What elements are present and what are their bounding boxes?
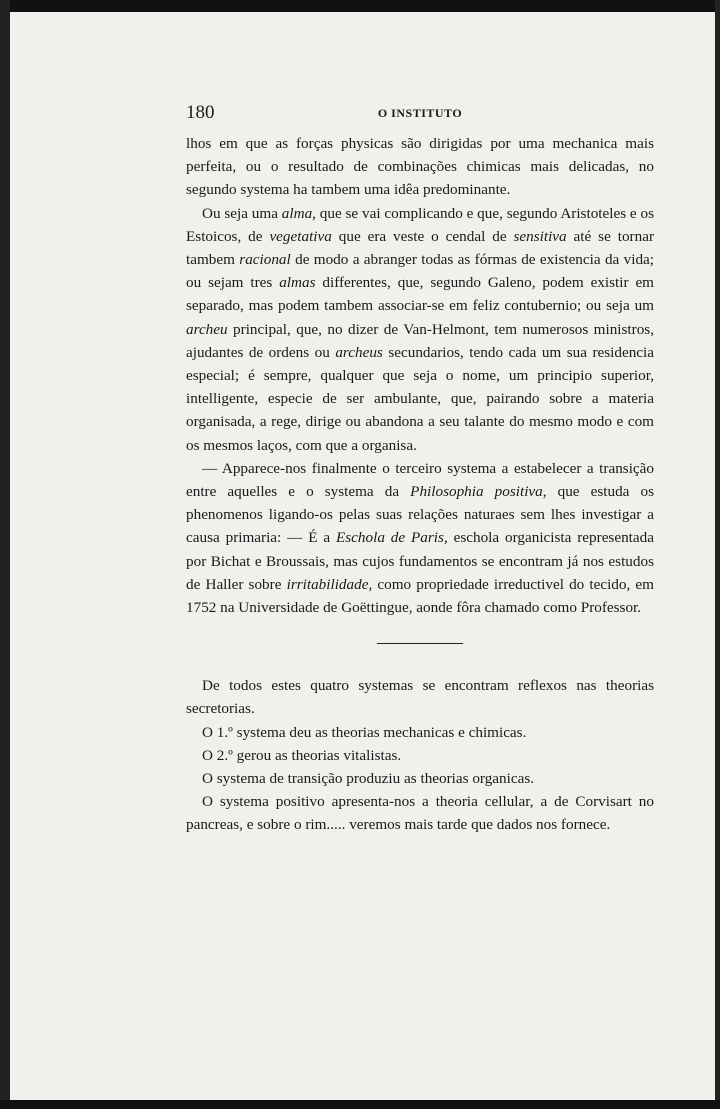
paragraph: O systema positivo apresenta-nos a theoria cellular, a de Corvisart no pancreas, e sobre o rim..... veremos mais tarde que dados nos fornece. — [186, 793, 654, 834]
italic-text-run: alma, — [281, 204, 316, 222]
running-title: O INSTITUTO — [377, 106, 463, 120]
text-run: que estuda os phenomenos ligando-os pelas suas relações naturaes sem lhes investigar a causa primaria: — É a — [186, 483, 655, 547]
text-run: Ou seja uma — [202, 204, 282, 222]
italic-text-run: vegetativa — [269, 227, 332, 245]
paragraph — [186, 457, 654, 619]
paragraph — [186, 132, 654, 202]
scan-border-top — [0, 0, 720, 12]
scan-border-left — [0, 0, 10, 1109]
text-run: secundarios, tendo cada um sua residencia especial; é sempre, qualquer que seja o nome, um principio superior, intelligente, especie de ser ambulante, que, pairando sobre a materia organisada, a rege, dirige ou abandona a seu talante do mesmo modo e com os mesmos laços, com que a organisa. — [186, 343, 655, 454]
text-run: que era veste o cendal de — [331, 227, 514, 245]
text-run: lhos em que as forças physicas são dirigidas por uma mechanica mais perfeita, ou o resultado de combinações chimicas mais delicadas, no segundo systema ha tambem uma idêa predominante. — [186, 135, 654, 199]
paragraph: O systema de transição produziu as theorias organicas. — [202, 770, 535, 788]
italic-text-run: Eschola de Paris, — [335, 529, 448, 547]
text-run: de modo a abranger todas as fórmas de existencia da vida; ou sejam tres — [186, 251, 655, 292]
text-run: differentes, que, segundo Galeno, podem existir em separado, mas podem tambem associar-se em feliz contubernio; ou seja um — [186, 274, 654, 315]
book-page — [186, 100, 654, 837]
page-number: 180 — [186, 102, 215, 123]
paragraph — [186, 202, 654, 457]
scan-border-bottom — [0, 1100, 720, 1109]
italic-text-run: sensitiva — [513, 227, 567, 245]
page-header — [186, 100, 654, 132]
paragraph: De todos estes quatro systemas se encontram reflexos nas theorias secretorias. — [186, 677, 654, 718]
main-text — [186, 132, 654, 837]
closing-section — [186, 674, 654, 836]
italic-text-run: almas — [279, 274, 316, 292]
text-run: que se vai complicando e que, segundo Aristoteles e os Estoicos, de — [186, 204, 654, 245]
italic-text-run: racional — [239, 251, 291, 269]
paragraph: O 2.º gerou as theorias vitalistas. — [202, 746, 402, 764]
section-divider — [377, 643, 463, 644]
italic-text-run: archeu — [186, 320, 228, 338]
italic-text-run: Philosophia positiva, — [410, 483, 547, 501]
text-run: — Apparece-nos finalmente o terceiro systema a estabelecer a transição entre aquelles e o systema da — [186, 459, 654, 501]
paragraph: O 1.º systema deu as theorias mechanicas e chimicas. — [202, 723, 527, 741]
text-run: principal, que, no dizer de Van-Helmont, tem numerosos ministros, ajudantes de ordens ou — [186, 320, 654, 361]
text-run: como propriedade irreductivel do tecido, em 1752 na Universidade de Goëttingue, aonde fôra chamado como Professor. — [186, 575, 654, 617]
italic-text-run: irritabilidade, — [286, 575, 373, 593]
scan-border-right — [715, 0, 720, 1109]
text-run: eschola organicista representada por Bichat e Broussais, mas cujos fundamentos se encontram já nos estudos de Haller sobre — [186, 529, 654, 593]
italic-text-run: archeus — [335, 343, 383, 361]
text-run: até se tornar tambem — [186, 227, 654, 269]
